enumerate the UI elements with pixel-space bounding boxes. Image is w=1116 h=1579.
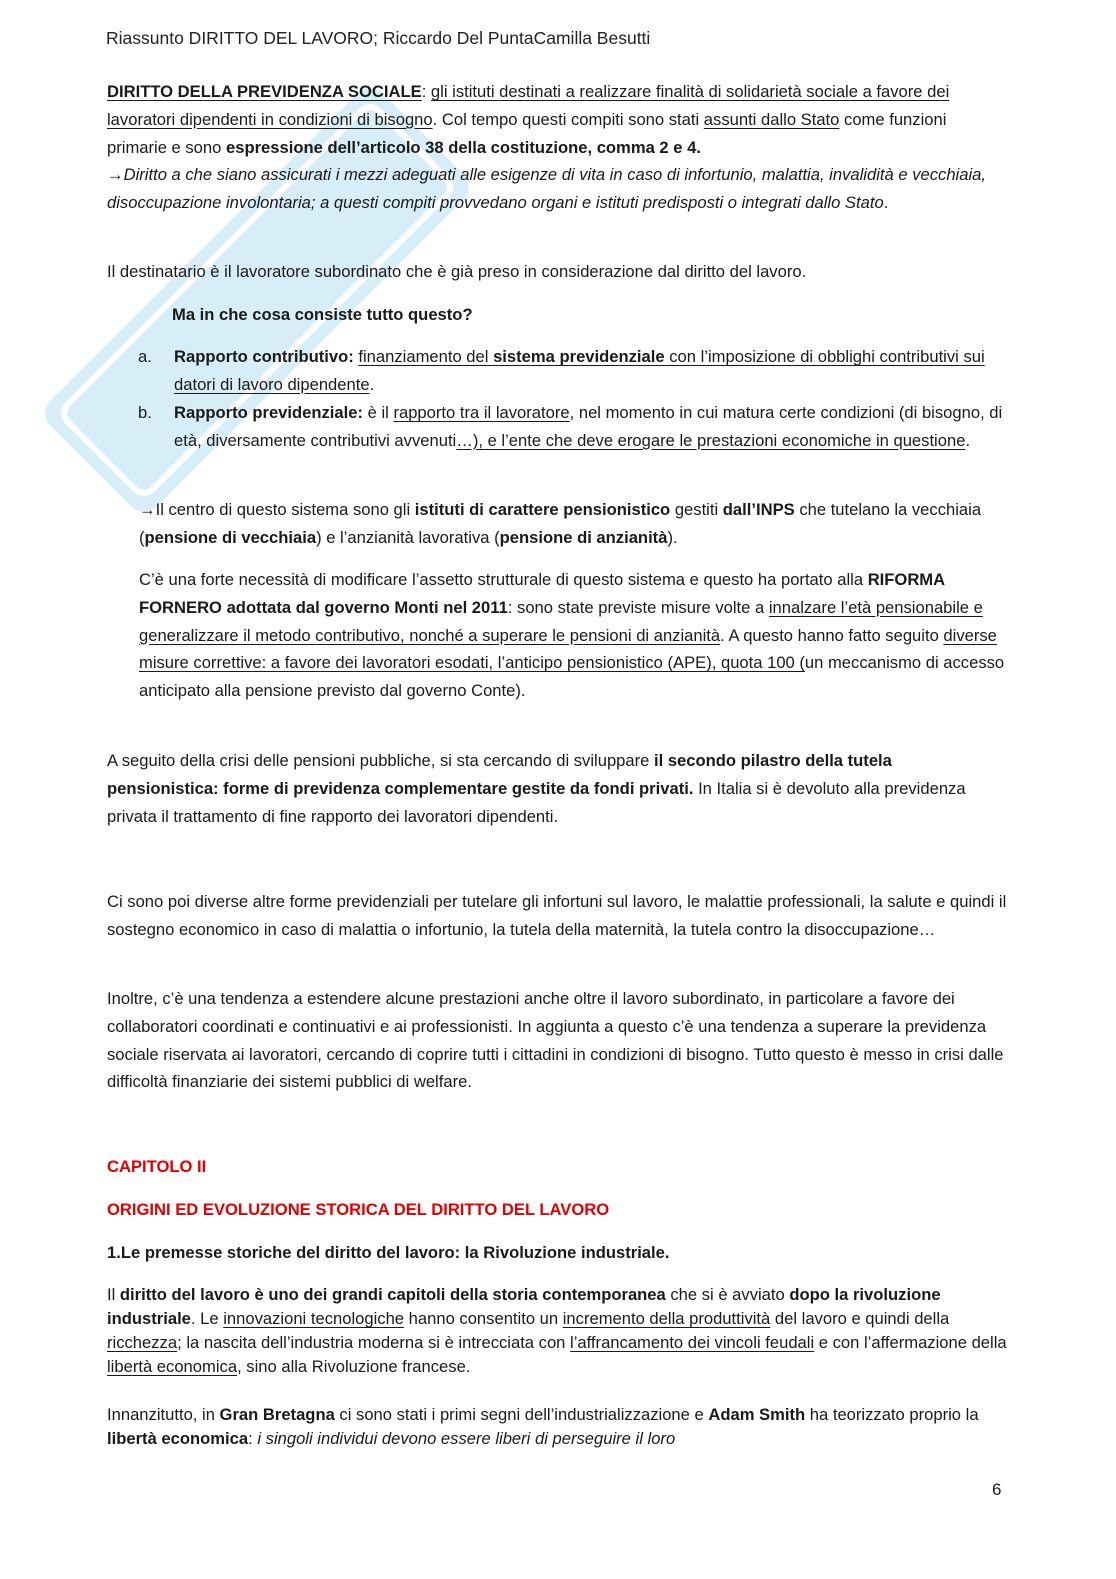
paragraph-centro <box>139 496 1009 552</box>
list-item <box>140 399 1010 483</box>
text: con l’imposizione di obblighi contributivi sui datori di lavoro dipendente <box>174 347 985 394</box>
underlined-text: innalzare l’età pensionabile e generalizzare il metodo contributivo, nonché a superare le pensioni di anzianità <box>139 597 983 645</box>
text: . Le <box>190 1309 224 1328</box>
text: un meccanismo di accesso anticipato alla pensione previsto dal governo Conte). <box>139 653 1005 701</box>
bold-text: RIFORMA FORNERO adottata dal governo Monti nel 2011 <box>139 570 945 617</box>
text: , nel momento in cui matura certe condizioni (di bisogno, di età, diversamente contributivi avvenuti <box>174 403 1003 450</box>
subsection-heading <box>107 1239 1007 1267</box>
bold-text: Ma in che cosa consiste tutto questo? <box>172 305 473 324</box>
bold-text: istituti di carattere pensionistico <box>414 500 671 519</box>
bold-text: Rapporto contributivo: <box>174 347 354 366</box>
text: . <box>883 193 889 213</box>
text: che si è avviato <box>665 1285 790 1304</box>
paragraph-destinatario: Il destinatario è il lavoratore subordinato che è già preso in considerazione dal diritto del lavoro. <box>107 262 807 281</box>
text: finanziamento del <box>358 347 494 366</box>
arrow-icon: → <box>139 500 156 519</box>
bold-text: pensione di anzianità <box>499 527 668 547</box>
bold-text: Rapporto previdenziale: <box>174 403 364 422</box>
page-number: 6 <box>992 1480 1002 1499</box>
text: come funzioni primarie e sono <box>107 109 947 157</box>
text: C’è una forte necessità di modificare l’assetto strutturale di questo sistema e questo ha portato alla <box>139 570 868 589</box>
text: In Italia si è devoluto alla previdenza privata il trattamento di fine rapporto dei lavoratori dipendenti. <box>107 778 966 826</box>
text: ). <box>667 527 678 547</box>
underlined-text: incremento della produttività <box>562 1309 771 1328</box>
underlined-text: innovazioni tecnologiche <box>223 1309 405 1328</box>
text: : <box>248 1429 258 1448</box>
bold-text: pensione di vecchiaia <box>144 527 317 547</box>
arrow-icon: → <box>107 165 124 185</box>
underlined-text: assunti dallo Stato <box>703 109 840 129</box>
section-title: DIRITTO DELLA PREVIDENZA SOCIALE <box>107 82 422 101</box>
paragraph-previdenza <box>107 78 1007 217</box>
text: Il centro di questo sistema sono gli <box>155 500 415 519</box>
bold-text: Adam Smith <box>708 1405 806 1424</box>
paragraph-altre-forme: Ci sono poi diverse altre forme previdenziali per tutelare gli infortuni sul lavoro, le malattie professionali, la salute e quindi il sostegno economico in caso di malattia o infortunio, la tutela della maternità, la tutela contro la disoccupazione… <box>107 892 1007 939</box>
text: ha teorizzato proprio la <box>805 1405 979 1424</box>
text: . <box>965 430 971 450</box>
text: . Col tempo questi compiti sono stati <box>432 109 704 129</box>
bold-text: dall’INPS <box>722 500 795 519</box>
text: A seguito della crisi delle pensioni pubbliche, si sta cercando di sviluppare <box>107 751 654 770</box>
bold-text: espressione dell’articolo 38 della costituzione, comma 2 e 4. <box>225 137 701 157</box>
chapter-text: CAPITOLO II <box>107 1157 207 1176</box>
page-header: Riassunto DIRITTO DEL LAVORO; Riccardo Del PuntaCamilla Besutti <box>106 28 651 48</box>
underlined-text: diverse misure correttive: a favore dei lavoratori esodati, l’anticipo pensionistico (APE), quota 100 ( <box>139 625 997 673</box>
text: ; la nascita dell’industria moderna si è intrecciata con <box>177 1333 571 1352</box>
paragraph-diritto <box>107 1283 1007 1379</box>
paragraph-fornero <box>139 566 1009 705</box>
text: ) e l’anzianità lavorativa ( <box>316 527 500 547</box>
underlined-text: libertà economica <box>107 1357 238 1376</box>
text: del lavoro e quindi della <box>770 1309 950 1328</box>
underlined-text: …), e l’ente che deve erogare le prestazioni economiche in questione <box>456 430 966 450</box>
text: è il <box>363 403 394 422</box>
text: Il <box>107 1285 120 1304</box>
question-heading <box>172 301 1072 329</box>
chapter-title-text: ORIGINI ED EVOLUZIONE STORICA DEL DIRITTO DEL LAVORO <box>107 1200 610 1219</box>
list-text <box>174 399 1010 455</box>
text: : <box>421 82 431 101</box>
text: che tutelano la vecchiaia ( <box>139 500 982 547</box>
italic-text: Diritto a che siano assicurati i mezzi adeguati alle esigenze di vita in caso di infortunio, malattia, invalidità e vecchiaia, disoccupazione involontaria; a questi compiti provvedano organi e istituti predisposti o integrati dallo Stato <box>107 165 986 213</box>
bold-text: 1.Le premesse storiche del diritto del lavoro: la Rivoluzione industriale. <box>107 1243 670 1262</box>
text: gestiti <box>670 500 723 519</box>
text: : sono state previste misure volte a <box>507 597 769 617</box>
bold-text: il secondo pilastro della tutela pensionistica: forme di previdenza complementare gestite da fondi privati. <box>107 751 892 798</box>
text: ci sono stati i primi segni dell’industrializzazione e <box>334 1405 709 1424</box>
text: hanno consentito un <box>404 1309 563 1328</box>
underlined-text: ricchezza <box>107 1333 178 1352</box>
paragraph-gran-bretagna <box>107 1403 1007 1451</box>
paragraph-inoltre: Inoltre, c’è una tendenza a estendere alcune prestazioni anche oltre il lavoro subordinato, in particolare a favore dei collaboratori coordinati e continuativi e ai professionisti. In aggiunta a questo c’è una tendenza a superare la previdenza sociale riservata ai lavoratori, cercando di coprire tutti i cittadini in condizioni di bisogno. Tutto questo è messo in crisi dalle difficoltà finanziarie dei sistemi pubblici di welfare. <box>107 989 1004 1092</box>
underlined-text: rapporto tra il lavoratore <box>393 403 570 422</box>
paragraph-crisi <box>107 747 1007 830</box>
chapter-title <box>107 1196 1007 1224</box>
bold-text: libertà economica <box>107 1429 249 1448</box>
italic-text: i singoli individui devono essere liberi di perseguire il loro <box>257 1429 676 1448</box>
text: , sino alla Rivoluzione francese. <box>237 1357 471 1376</box>
chapter-label <box>107 1153 1007 1181</box>
text: e con l’affermazione della <box>814 1333 1007 1352</box>
bold-text: Gran Bretagna <box>219 1405 335 1424</box>
text: Innanzitutto, in <box>107 1405 220 1424</box>
text: . A questo hanno fatto seguito <box>720 625 944 645</box>
list-item <box>140 343 1010 399</box>
list-label: a. <box>138 347 152 366</box>
bold-text: dopo la rivoluzione industriale <box>107 1285 941 1328</box>
underlined-text: gli istituti destinati a realizzare finalità di solidarietà sociale a favore dei lavoratori dipendenti in condizioni di bisogno <box>107 82 950 129</box>
list-text <box>174 343 1010 399</box>
list-label: b. <box>138 403 152 422</box>
bold-text: diritto del lavoro è uno dei grandi capitoli della storia contemporanea <box>119 1285 666 1304</box>
bold-text: sistema previdenziale <box>493 347 665 366</box>
text: . <box>369 374 375 394</box>
underlined-text: l’affrancamento dei vincoli feudali <box>570 1333 815 1352</box>
